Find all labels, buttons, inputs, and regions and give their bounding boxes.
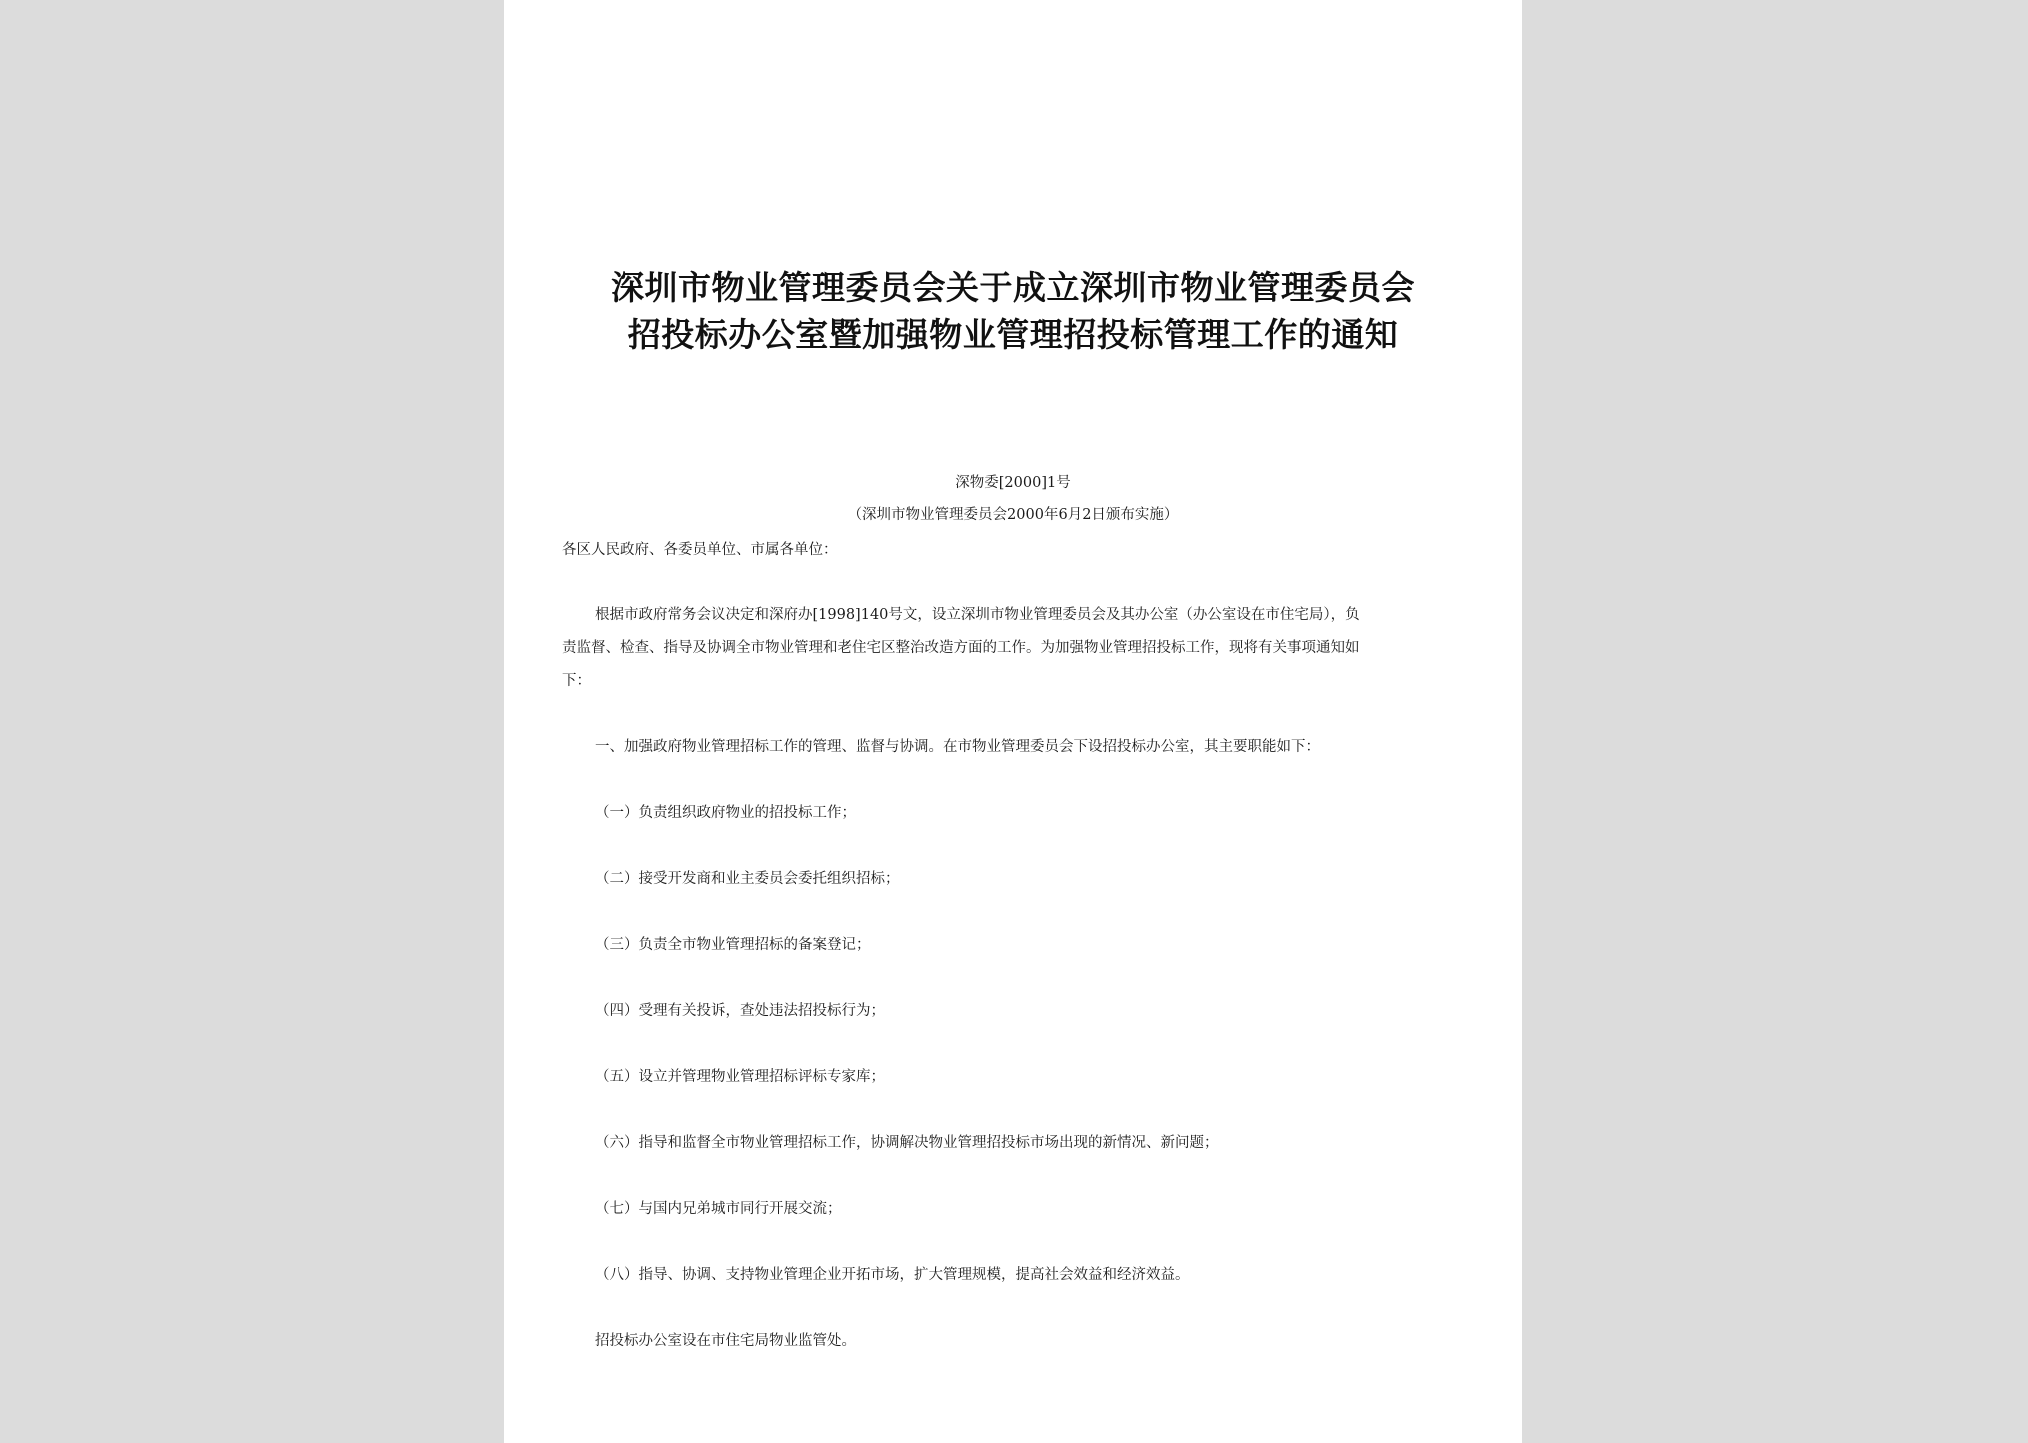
document-title-line-1: 深圳市物业管理委员会关于成立深圳市物业管理委员会	[611, 268, 1415, 307]
document-page	[504, 0, 1522, 1443]
duty-item-2: （二）接受开发商和业主委员会委托组织招标；	[595, 871, 900, 887]
duty-item-5: （五）设立并管理物业管理招标评标专家库；	[595, 1069, 885, 1085]
document-title-line-2: 招投标办公室暨加强物业管理招投标管理工作的通知	[627, 315, 1399, 354]
duty-item-3: （三）负责全市物业管理招标的备案登记；	[595, 937, 871, 953]
duty-item-8: （八）指导、协调、支持物业管理企业开拓市场，扩大管理规模，提高社会效益和经济效益。	[595, 1267, 1190, 1283]
salutation: 各区人民政府、各委员单位、市属各单位：	[562, 542, 838, 558]
duty-item-6: （六）指导和监督全市物业管理招标工作，协调解决物业管理招投标市场出现的新情况、新问题；	[595, 1135, 1219, 1151]
section-1-heading: 一、加强政府物业管理招标工作的管理、监督与协调。在市物业管理委员会下设招投标办公室，其主要职能如下：	[595, 739, 1320, 755]
intro-paragraph-line-2: 责监督、检查、指导及协调全市物业管理和老住宅区整治改造方面的工作。为加强物业管理招投标工作，现将有关事项通知如	[562, 640, 1360, 656]
intro-paragraph-line-1: 根据市政府常务会议决定和深府办[1998]140号文，设立深圳市物业管理委员会及其办公室（办公室设在市住宅局），负	[595, 607, 1360, 623]
document-number: 深物委[2000]1号	[955, 475, 1071, 491]
office-location-note: 招投标办公室设在市住宅局物业监管处。	[595, 1333, 856, 1349]
duty-item-1: （一）负责组织政府物业的招投标工作；	[595, 805, 856, 821]
intro-paragraph-line-3: 下：	[562, 673, 591, 689]
duty-item-4: （四）受理有关投诉，查处违法招投标行为；	[595, 1003, 885, 1019]
duty-item-7: （七）与国内兄弟城市同行开展交流；	[595, 1201, 842, 1217]
issuance-note: （深圳市物业管理委员会2000年6月2日颁布实施）	[847, 507, 1179, 523]
